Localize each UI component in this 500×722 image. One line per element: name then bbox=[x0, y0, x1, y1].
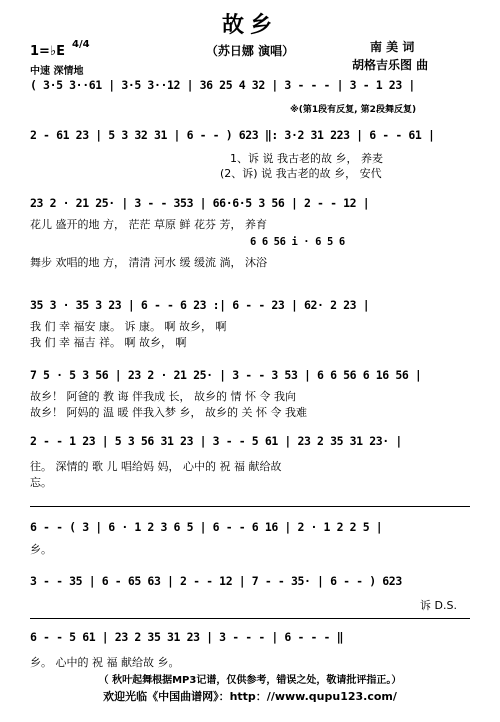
score-row-8: 3 - - 35 | 6 - 65 63 | 2 - - 12 | 7 - - 35· | 6 - - ) 623 bbox=[30, 574, 402, 588]
score-row-5: 7 5 · 5 3 56 | 23 2 · 21 25· | 3 - - 3 53 | 6 6 56 6 16 56 | bbox=[30, 368, 422, 382]
page-title: 故乡 bbox=[221, 13, 278, 38]
lyric-row-4-verse-1: 我 们 幸 福安 康。 诉 康。 啊 故乡， 啊 bbox=[30, 320, 227, 333]
lyric-row-6-verse-1: 往。 深情的 歌 儿 唱给妈 妈， 心中的 祝 福 献给故 bbox=[30, 460, 282, 473]
lyric-row-2-verse-1: 1、诉 说 我古老的故 乡， 养麦 bbox=[230, 152, 383, 165]
score-row-2: 2 - 61 23 | 5 3 32 31 | 6 - - ) 623 ‖: 3·2 31 223 | 6 - - 61 | bbox=[30, 128, 435, 142]
score-row-6: 2 - - 1 23 | 5 3 56 31 23 | 3 - - 5 61 | 23 2 35 31 23· | bbox=[30, 434, 402, 448]
repeat-marker: ※(第1段有反复, 第2段舞反复) bbox=[290, 105, 417, 115]
score-row-4: 35 3 · 35 3 23 | 6 - - 6 23 :| 6 - - 23 | 62· 2 23 | bbox=[30, 298, 370, 312]
volta-line-2 bbox=[30, 618, 470, 619]
composer-credit: 胡格吉乐图 曲 bbox=[352, 58, 429, 72]
score-row-9: 6 - - 5 61 | 23 2 35 31 23 | 3 - - - | 6 - - - ‖ bbox=[30, 630, 344, 644]
volta-line-1 bbox=[30, 506, 470, 507]
key-signature: 1=♭E bbox=[30, 44, 65, 59]
lyric-row-5-verse-2: 故乡！ 阿妈的 温 暖 伴我入梦 乡， 故乡的 关 怀 令 我难 bbox=[30, 406, 307, 419]
lyric-row-3-verse-2: 舞步 欢唱的地 方， 清清 河水 缓 缓流 淌， 沐浴 bbox=[30, 256, 267, 269]
transcription-notice: （ 秋叶起舞根据MP3记谱，仅供参考，错误之处，敬请批评指正。） bbox=[98, 675, 402, 686]
site-footer: 欢迎光临《中国曲谱网》：http：//www.qupu123.com/ bbox=[103, 690, 397, 703]
lyric-row-6-verse-2: 忘。 bbox=[30, 476, 52, 489]
lyric-row-3-verse-1: 花儿 盛开的地 方， 茫茫 草原 鲜 花芬 芳， 养育 bbox=[30, 218, 267, 231]
tempo-marking: 中速 深情地 bbox=[30, 66, 84, 77]
lyric-row-2-verse-2: (2、诉) 说 我古老的故 乡， 安代 bbox=[220, 167, 382, 180]
lyric-row-5-verse-1: 故乡！ 阿爸的 教 诲 伴我成 长， 故乡的 情 怀 令 我向 bbox=[30, 390, 296, 403]
lyric-row-9: 乡。 心中的 祝 福 献给故 乡。 bbox=[30, 656, 180, 669]
score-row-3-alternate: 6 6 56 i · 6 5 6 bbox=[250, 236, 345, 248]
lyric-row-4-verse-2: 我 们 幸 福吉 祥。 啊 故乡， 啊 bbox=[30, 336, 187, 349]
score-row-7: 6 - - ( 3 | 6 · 1 2 3 6 5 | 6 - - 6 16 | 2 · 1 2 2 5 | bbox=[30, 520, 383, 534]
score-row-3: 23 2 · 21 25· | 3 - - 353 | 66·6·5 3 56 | 2 - - 12 | bbox=[30, 196, 370, 210]
time-signature: 4/4 bbox=[72, 39, 90, 50]
score-row-1: ( 3·5 3··61 | 3·5 3··12 | 36 25 4 32 | 3 - - - | 3 - 1 23 | bbox=[30, 78, 415, 92]
lyric-row-8: 诉 D.S. bbox=[420, 599, 457, 612]
page-subtitle: （苏日娜 演唱） bbox=[205, 44, 295, 58]
lyricist-credit: 南 美 词 bbox=[370, 40, 415, 54]
lyric-row-7: 乡。 bbox=[30, 543, 52, 556]
